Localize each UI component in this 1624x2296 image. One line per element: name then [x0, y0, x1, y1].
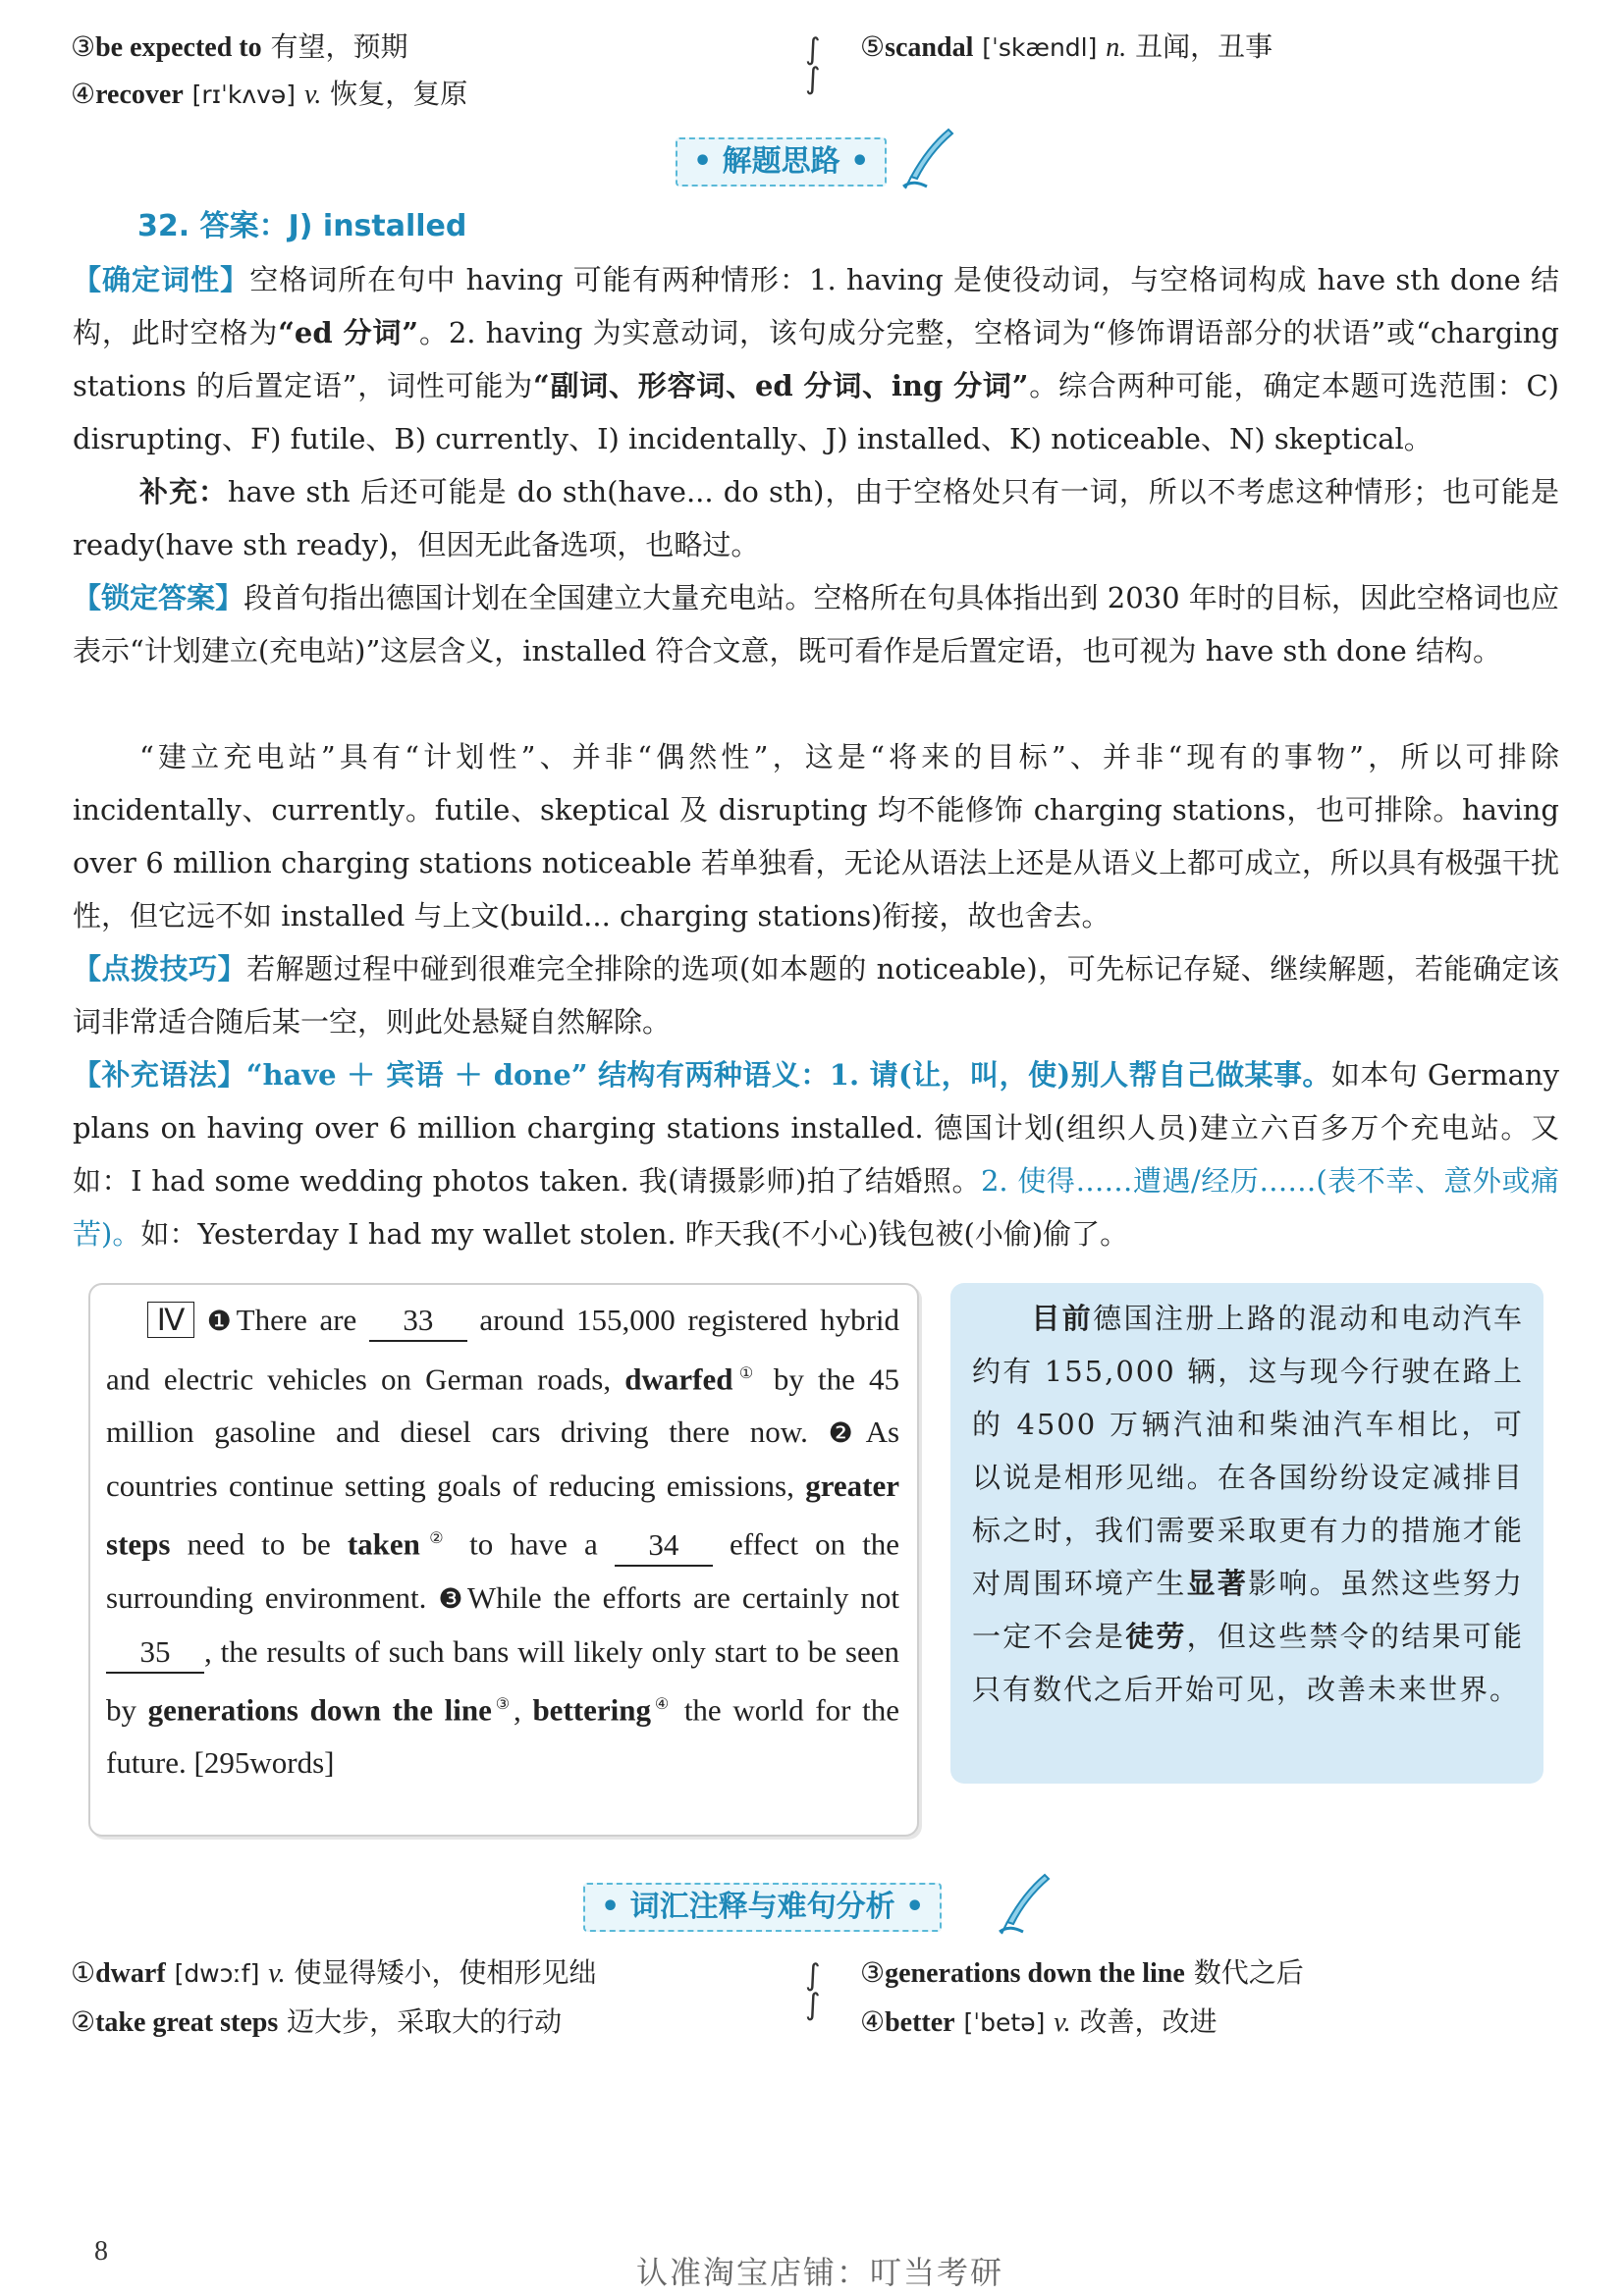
grammar-paragraph: 【补充语法】“have ＋ 宾语 ＋ done” 结构有两种语义：1. 请(让，叫，使)别人帮自己做某事。如本句 Germany plans on having over 6 million charging stations installed. 德国计划(组织人员)建立六百多万个充电站。又如：I had some wedding photos taken. 我(请摄影师)拍了结婚照。2. 使得……遭遇/经历……(表不幸、意外或痛苦)。如：Yesterday I had my wallet stolen. 昨天我(不小心)钱包被(小偷)偷了。: [73, 1058, 1559, 1251]
analysis-paragraph: 【确定词性】空格词所在句中 having 可能有两种情形：1. having 是使役动词，与空格词构成 have sth done 结构，此时空格为“ed 分词”。2. having 为实意动词，该句成分完整，空格词为“修饰谓语部分的状语”或“charging stations 的后置定语”，词性可能为“副词、形容词、ed 分词、ing 分词”。综合两种可能，确定本题可选范围：C) disrupting、F) futile、B) currently、I) incidentally、J) installed、K) noticeable、N) skeptical。: [73, 263, 1559, 455]
answer-paragraph: 【锁定答案】段首句指出德国计划在全国建立大量充电站。空格所在句具体指出到 2030 年时的目标，因此空格词也应表示“计划建立(充电站)”这层含义，installed 符合文意，既可看作是后置定语，也可视为 have sth done 结构。: [73, 581, 1559, 667]
vocab-item: ④better [ˈbetə] v. 改善，改进: [860, 2005, 1218, 2038]
vocab-item: ④recover [rɪˈkʌvə] v. 恢复，复原: [71, 78, 468, 110]
quill-icon: [994, 1871, 1053, 1940]
quill-icon: [897, 126, 956, 194]
tips-paragraph: 【点拨技巧】若解题过程中碰到很难完全排除的选项(如本题的 noticeable)，可先标记存疑、继续解题，若能确定该词非常适合随后某一空，则此处悬疑自然解除。: [73, 952, 1559, 1039]
vocab-item: ②take great steps 迈大步，采取大的行动: [71, 2005, 563, 2038]
elimination-paragraph: “建立充电站”具有“计划性”、并非“偶然性”，这是“将来的目标”、并非“现有的事物”，所以可排除 incidentally、currently。futile、skeptical 及 disrupting 均不能修饰 charging stations，也可排除。having over 6 million charging stations noticeable 若单独看，无论从语法上还是从语义上都可成立，所以具有极强干扰性，但它远不如 installed 与上文(build... charging stations)衔接，故也舍去。: [73, 740, 1559, 933]
divider-squiggle: ∫ ∫: [805, 32, 821, 96]
section-banner: • 解题思路 •: [676, 137, 887, 187]
divider-squiggle: ∫ ∫: [805, 1958, 821, 2022]
answer-label: 32. 答案：J) installed: [137, 209, 467, 243]
vocab-item: ⑤scandal [ˈskændl] n. 丑闻，丑事: [860, 30, 1273, 63]
vocab-item: ③generations down the line 数代之后: [860, 1956, 1304, 1989]
section-number: Ⅳ: [147, 1302, 194, 1338]
blank-35: 35: [106, 1632, 204, 1674]
blank-33: 33: [369, 1301, 467, 1342]
translation-text: 目前德国注册上路的混动和电动汽车约有 155,000 辆，这与现今行驶在路上的 4500 万辆汽油和柴油汽车相比，可以说是相形见绌。在各国纷纷设定减排目标之时，我们需要采取更有力的措施才能对周围环境产生显著影响。虽然这些努力一定不会是徒劳，但这些禁令的结果可能只有数代之后开始可见，改善未来世界。: [972, 1302, 1524, 1706]
page-number: 8: [94, 2236, 108, 2267]
english-passage: Ⅳ ❶There are 33 around 155,000 registered hybrid and electric vehicles on German roads, dwarfed① by the 45 million gasoline and diesel cars driving there now. ❷As countries continue setting goals of reducing emissions, greater steps need to be taken② to have a 34 effect on the surrounding environment. ❸While the efforts are certainly not 35 , the results of such bans will likely only start to be seen by generations down the line③, bettering④ the world for the future. [295words]: [106, 1303, 900, 1780]
word-count: [295words]: [193, 1744, 335, 1780]
supplement-paragraph: 补充：have sth 后还可能是 do sth(have... do sth)，由于空格处只有一词，所以不考虑这种情形；也可能是 ready(have sth ready)，但因无此备选项，也略过。: [73, 475, 1559, 561]
vocab-item: ①dwarf [dwɔːf] v. 使显得矮小，使相形见绌: [71, 1956, 597, 1989]
blank-34: 34: [615, 1525, 713, 1567]
section-banner: • 词汇注释与难句分析 •: [583, 1883, 942, 1932]
vocab-item: ③be expected to 有望，预期: [71, 30, 408, 63]
watermark-text: 认准淘宝店铺：叮当考研: [636, 2254, 1004, 2291]
